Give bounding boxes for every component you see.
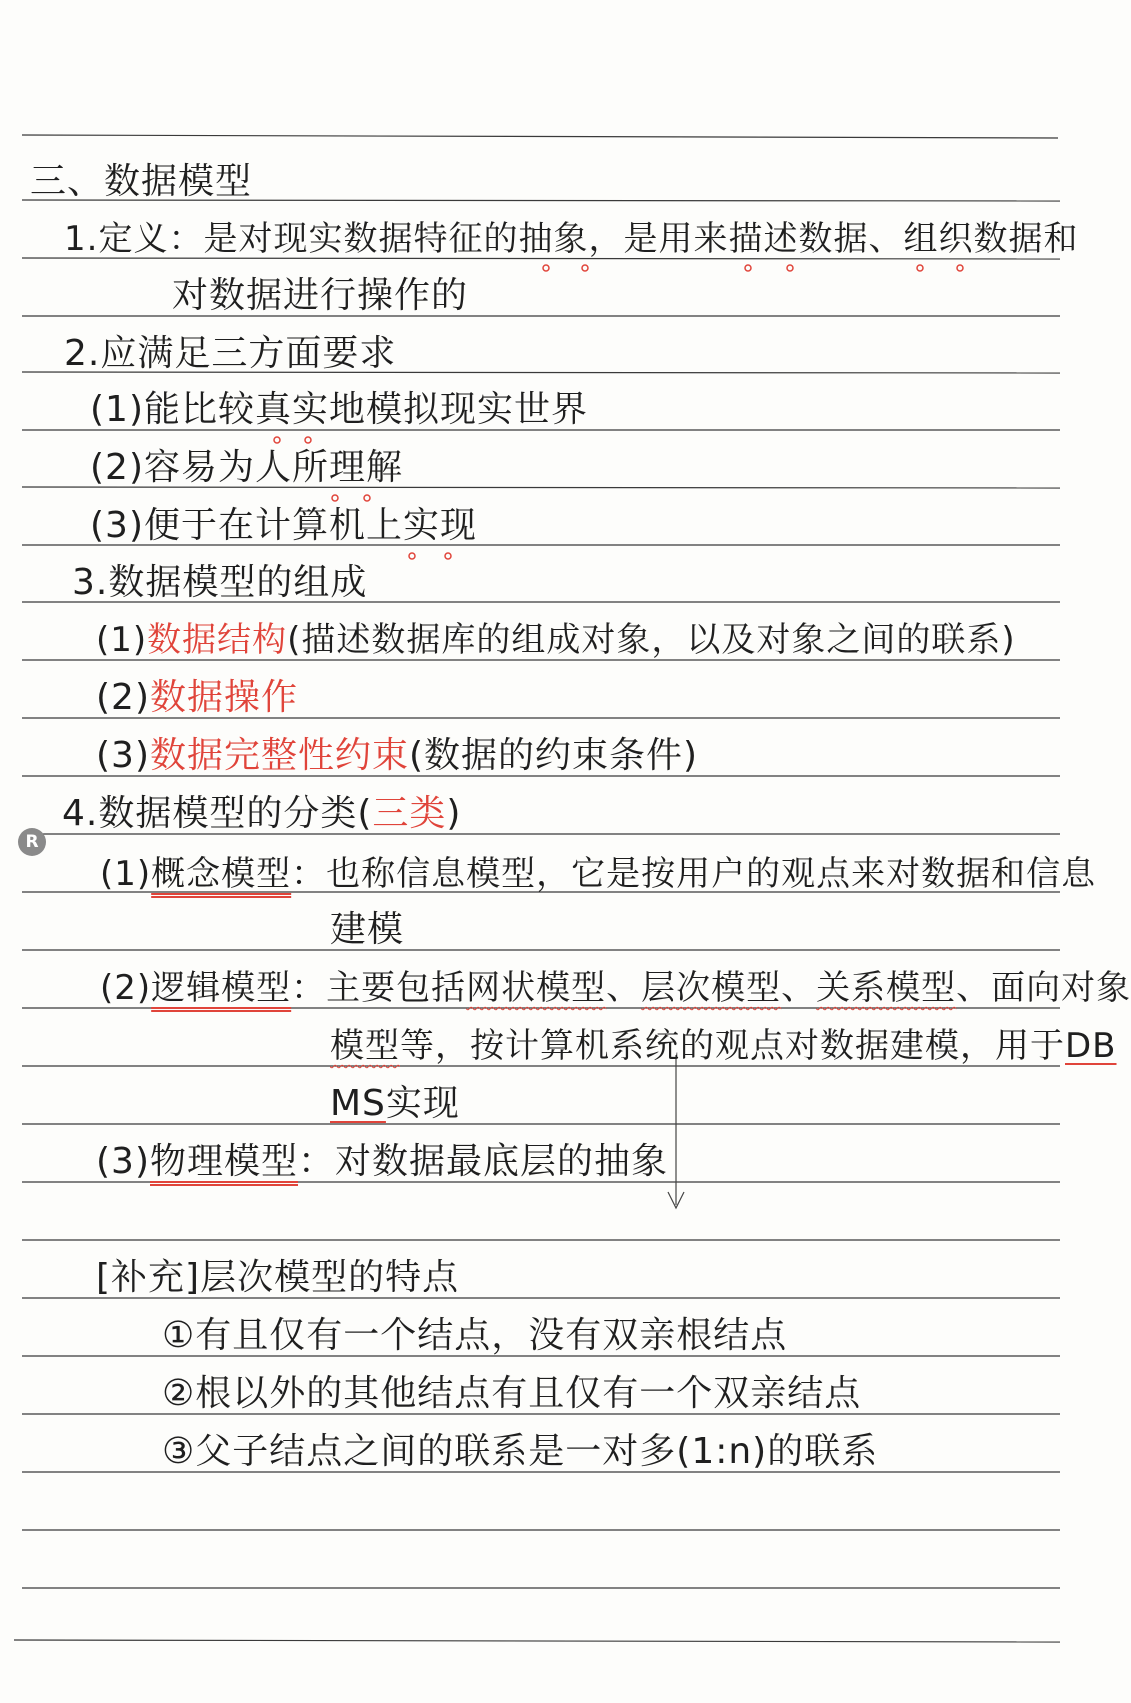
requirement-item-1: (1)能比较真实地模拟现实世界: [90, 389, 588, 430]
definition-text: ，是用来: [588, 219, 729, 259]
object-oriented-model-term: 模型: [330, 1026, 400, 1066]
model-type-2-continued: [330, 1022, 1117, 1070]
page-heading: 三、数据模型: [30, 161, 253, 202]
item-number: (3): [96, 1141, 150, 1182]
physical-model-term: 物理模型: [150, 1141, 299, 1182]
supplement-title: [补充]层次模型的特点: [96, 1257, 460, 1298]
data-operation-term: 数据操作: [150, 677, 299, 718]
composition-title: 3.数据模型的组成: [72, 562, 368, 603]
requirements-title: 2.应满足三方面要求: [64, 333, 397, 374]
model-type-2: [100, 964, 1131, 1012]
logical-model-text: 、: [606, 968, 642, 1008]
requirement-item-3: (3)便于在计算机上实现: [90, 505, 477, 546]
logical-model-text: 等，按计算机系统的观点对数据建模，用于: [400, 1026, 1065, 1066]
composition-item-2: [96, 674, 298, 722]
logical-model-text: 、面向对象: [956, 968, 1131, 1008]
supplement-point-2: ②根以外的其他结点有且仅有一个双亲结点: [162, 1373, 862, 1414]
item-number: (2): [100, 968, 152, 1008]
supplement-point-1: ①有且仅有一个结点，没有双亲根结点: [162, 1315, 788, 1356]
dbms-abbrev-part: MS: [330, 1083, 386, 1124]
model-type-1: [100, 850, 1096, 898]
conceptual-model-description: ：也称信息模型，它是按用户的观点来对数据和信息: [291, 854, 1097, 894]
composition-item-1: [96, 616, 1016, 664]
item-number: (1): [96, 620, 148, 660]
definition-keyword-organize: 组织: [903, 219, 974, 259]
hierarchical-model-term: 层次模型: [641, 968, 782, 1008]
network-model-term: 网状模型: [466, 968, 607, 1008]
relational-model-term: 关系模型: [816, 968, 957, 1008]
definition-text: 数据、: [798, 219, 904, 259]
physical-model-description: ：对数据最底层的抽象: [298, 1141, 669, 1182]
definition-text: 1.定义：是对现实数据特征的: [64, 219, 519, 259]
definition-keyword-describe: 描述: [728, 219, 799, 259]
item-number: (2): [96, 677, 150, 718]
classification-title-text: 4.数据模型的分类(: [62, 793, 373, 834]
dbms-abbrev-part: DB: [1065, 1026, 1117, 1066]
logical-model-text: ：主要包括: [291, 968, 467, 1008]
data-structure-term: 数据结构: [147, 620, 288, 660]
supplement-point-3: ③父子结点之间的联系是一对多(1:n)的联系: [162, 1431, 879, 1472]
integrity-constraint-description: (数据的约束条件): [409, 735, 699, 776]
conceptual-model-term: 概念模型: [151, 854, 292, 894]
model-type-2-continued-2: [330, 1080, 460, 1128]
definition-line-2: 对数据进行操作的: [172, 275, 469, 316]
item-number: (3): [96, 735, 150, 776]
composition-item-3: [96, 732, 698, 780]
requirement-item-2: (2)容易为人所理解: [90, 447, 403, 488]
classification-title-close: ): [446, 793, 462, 834]
logical-model-text: 、: [781, 968, 817, 1008]
integrity-constraint-term: 数据完整性约束: [150, 735, 410, 776]
model-type-3: [96, 1138, 668, 1186]
definition-keyword-abstraction: 抽象: [518, 219, 589, 259]
definition-text: 数据和: [973, 219, 1079, 259]
classification-title: [62, 790, 461, 838]
definition-line-1: [64, 215, 1078, 263]
three-kinds-highlight: 三类: [372, 793, 447, 834]
item-number: (1): [100, 854, 152, 894]
logical-model-term: 逻辑模型: [151, 968, 292, 1008]
round-r-logo-icon: R: [18, 828, 46, 856]
data-structure-description: (描述数据库的组成对象，以及对象之间的联系): [287, 620, 1016, 660]
logical-model-text: 实现: [385, 1083, 460, 1124]
model-type-1-continued: 建模: [330, 909, 405, 950]
